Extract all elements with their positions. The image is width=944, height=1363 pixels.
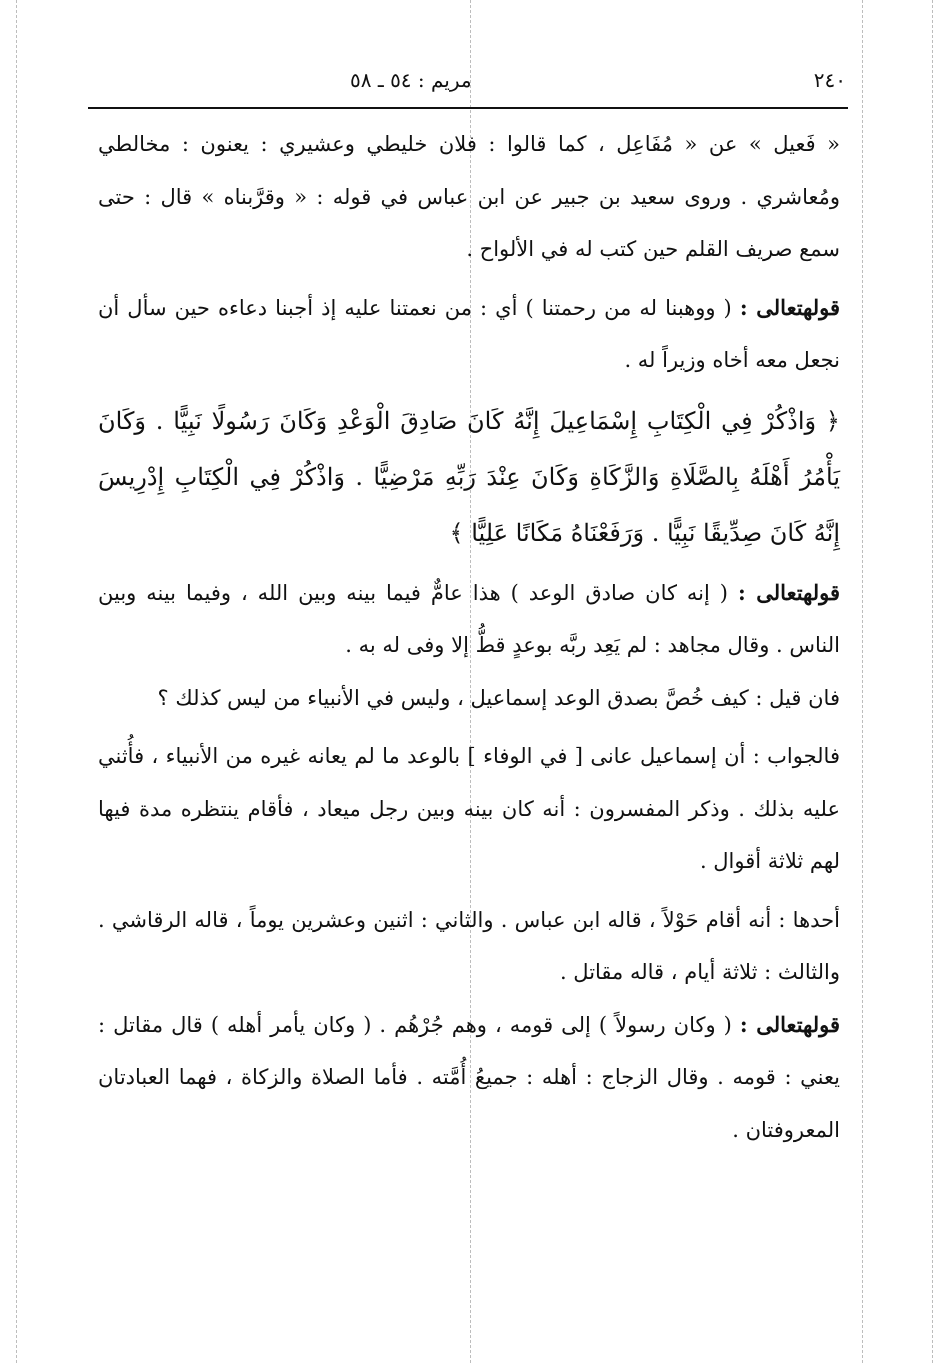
paragraph [98,282,840,387]
paragraph [98,118,840,276]
quran-verse-text: ﴿ وَاذْكُرْ فِي الْكِتَابِ إِسْمَاعِيلَ إِنَّهُ كَانَ صَادِقَ الْوَعْدِ وَكَانَ رَسُولًا نَبِيًّا . وَكَانَ يَأْمُرُ أَهْلَهُ بِالصَّلَاةِ وَالزَّكَاةِ وَكَانَ عِنْدَ رَبِّهِ مَرْضِيًّا . وَاذْكُرْ فِي الْكِتَابِ إِدْرِيسَ إِنَّهُ كَانَ صِدِّيقًا نَبِيًّا . وَرَفَعْنَاهُ مَكَانًا عَلِيًّا ﴾ [98,406,840,547]
header-rule [88,107,848,109]
page-margin-line [16,0,17,1363]
running-title: مريم : ٥٤ ـ ٥٨ [350,68,472,92]
page-number: ٢٤٠ [813,68,846,92]
paragraph-lead: قولهتعالى : [739,1011,840,1037]
paragraph-lead: قولهتعالى : [737,579,840,605]
paragraph-text: أحدها : أنه أقام حَوْلاً ، قاله ابن عباس . والثاني : اثنين وعشرين يوماً ، قاله الرقاشي . والثالث : ثلاثة أيام ، قاله مقاتل . [98,907,840,984]
paragraph-text: ( إنه كان صادق الوعد ) هذا عامٌّ فيما بينه وبين الله ، وفيما بينه وبين الناس . وقال مجاهد : لم يَعِد ربَّه بوعدٍ قطُّ إلا وفى له به . [98,580,840,657]
paragraph-text: ( ووهبنا له من رحمتنا ) أي : من نعمتنا عليه إذ أجبنا دعاءه حين سأل أن نجعل معه أخاه وزيراً له . [98,295,840,372]
quran-verse-block [98,393,840,561]
paragraph-text: « فَعيل » عن « مُفَاعِل ، كما قالوا : فلان خليطي وعشيري : يعنون : مخالطي ومُعاشري . وروى سعيد بن جبير عن ابن عباس في قوله : « وقرَّبناه » قال : حتى سمع صريف القلم حين كتب له في الألواح . [98,132,840,261]
paragraph-text: فالجواب : أن إسماعيل عانى [ في الوفاء ] بالوعد ما لم يعانه غيره من الأنبياء ، فأُثني عليه بذلك . وذكر المفسرون : أنه كان بينه وبين رجل ميعاد ، فأقام ينتظره مدة فيها لهم ثلاثة أقوال . [98,744,840,873]
page-margin-line [862,0,863,1363]
paragraph-text: فان قيل : كيف خُصَّ بصدق الوعد إسماعيل ، وليس في الأنبياء من ليس كذلك ؟ [157,685,840,710]
paragraph [98,672,840,725]
paragraph-lead: قولهتعالى : [739,294,841,320]
page-body [98,118,840,1156]
paragraph [98,567,840,672]
paragraph [98,999,840,1157]
paragraph [98,894,840,999]
page-header [90,58,846,102]
paragraph [98,730,840,888]
paragraph-text: ( وكان رسولاً ) إلى قومه ، وهم جُرْهُم . ( وكان يأمر أهله ) قال مقاتل : يعني : قومه . وقال الزجاج : أهله : جميعُ أُمَّته . فأما الصلاة والزكاة ، فهما العبادتان المعروفتان . [98,1012,840,1142]
page-margin-line [932,0,933,1363]
